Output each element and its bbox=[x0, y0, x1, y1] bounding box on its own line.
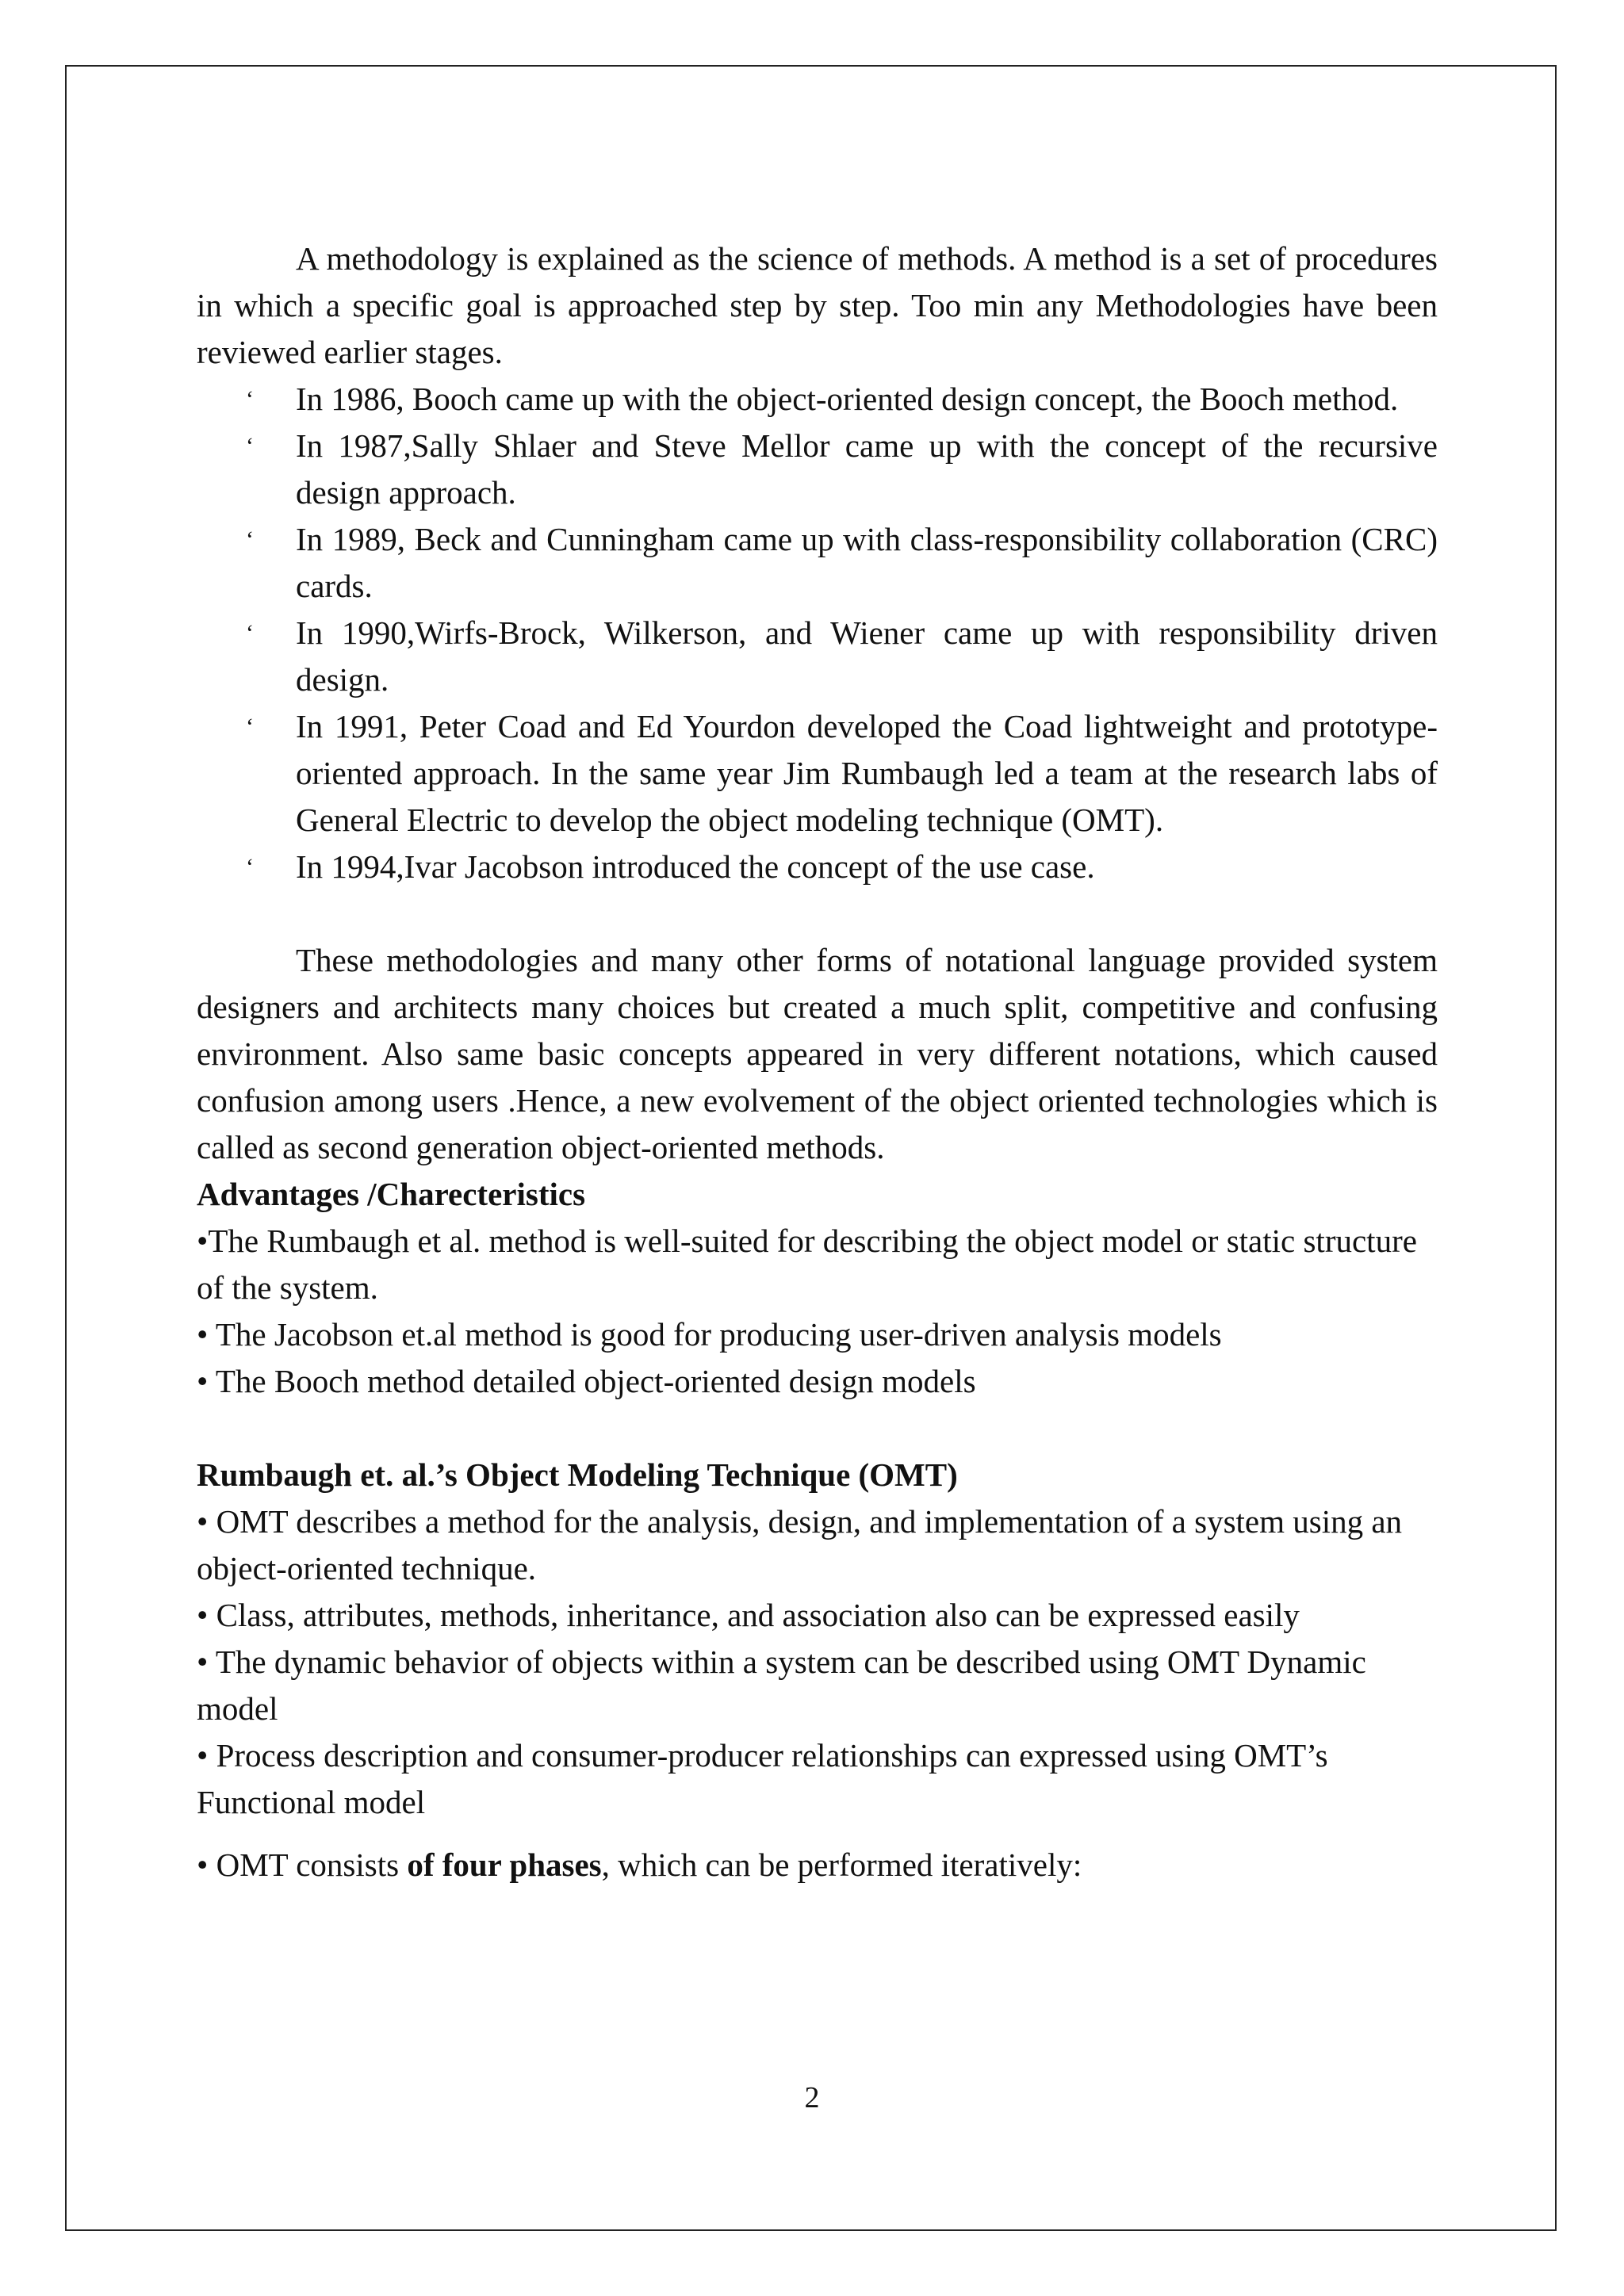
advantage-item: • The Booch method detailed object-oriented design models bbox=[197, 1363, 976, 1399]
list-item: ‘ In 1990,Wirfs-Brock, Wilkerson, and Wiener came up with responsibility driven design. bbox=[197, 610, 1438, 703]
list-item: ‘ In 1986, Booch came up with the object-oriented design concept, the Booch method. bbox=[197, 376, 1438, 423]
four-phases-emphasis: of four phases bbox=[407, 1846, 602, 1883]
omt-item: • The dynamic behavior of objects within a system can be described using OMT Dynamic model bbox=[197, 1644, 1366, 1727]
omt-item: • Process description and consumer-producer relationships can expressed using OMT’s Functional model bbox=[197, 1737, 1328, 1820]
omt-item: • Class, attributes, methods, inheritance, and association also can be expressed easily bbox=[197, 1597, 1300, 1633]
bullet-icon: ‘ bbox=[246, 386, 254, 412]
document-body bbox=[197, 235, 1438, 1888]
advantage-item: • The Jacobson et.al method is good for producing user-driven analysis models bbox=[197, 1316, 1222, 1353]
intro-paragraph: A methodology is explained as the science of methods. A method is a set of procedures in which a specific goal is approached step by step. Too min any Methodologies have been reviewed earlier stages. bbox=[197, 240, 1438, 370]
omt-phases-line: • OMT consists of four phases, which can be performed iteratively: bbox=[197, 1846, 1082, 1883]
advantage-item: •The Rumbaugh et al. method is well-suited for describing the object model or static structure of the system. bbox=[197, 1223, 1417, 1306]
list-item: ‘ In 1989, Beck and Cunningham came up with class-responsibility collaboration (CRC) cards. bbox=[197, 516, 1438, 610]
bullet-icon: ‘ bbox=[246, 526, 254, 553]
omt-heading: Rumbaugh et. al.’s Object Modeling Technique (OMT) bbox=[197, 1456, 958, 1493]
bullet-icon: ‘ bbox=[246, 714, 254, 740]
advantages-heading: Advantages /Charecteristics bbox=[197, 1176, 586, 1212]
bullet-icon: ‘ bbox=[246, 854, 254, 880]
bullet-icon: ‘ bbox=[246, 433, 254, 459]
methodologies-paragraph: These methodologies and many other forms of notational language provided system designers and architects many choices but created a much split, competitive and confusing environment. Also same basic concepts appeared in very different notations, which caused confusion among users .Hence, a new evolvement of the object oriented technologies which is called as second generation object-oriented methods. bbox=[197, 942, 1438, 1165]
list-item: ‘ In 1987,Sally Shlaer and Steve Mellor came up with the concept of the recursive design approach. bbox=[197, 423, 1438, 516]
list-item: ‘ In 1994,Ivar Jacobson introduced the concept of the use case. bbox=[197, 844, 1438, 890]
page-number: 2 bbox=[804, 2081, 820, 2114]
omt-item: • OMT describes a method for the analysis, design, and implementation of a system using an object-oriented technique. bbox=[197, 1503, 1403, 1586]
bullet-icon: ‘ bbox=[246, 620, 254, 646]
history-list bbox=[197, 376, 1438, 890]
list-item: ‘ In 1991, Peter Coad and Ed Yourdon developed the Coad lightweight and prototype-oriented approach. In the same year Jim Rumbaugh led a team at the research labs of General Electric to develop the object modeling technique (OMT). bbox=[197, 703, 1438, 844]
